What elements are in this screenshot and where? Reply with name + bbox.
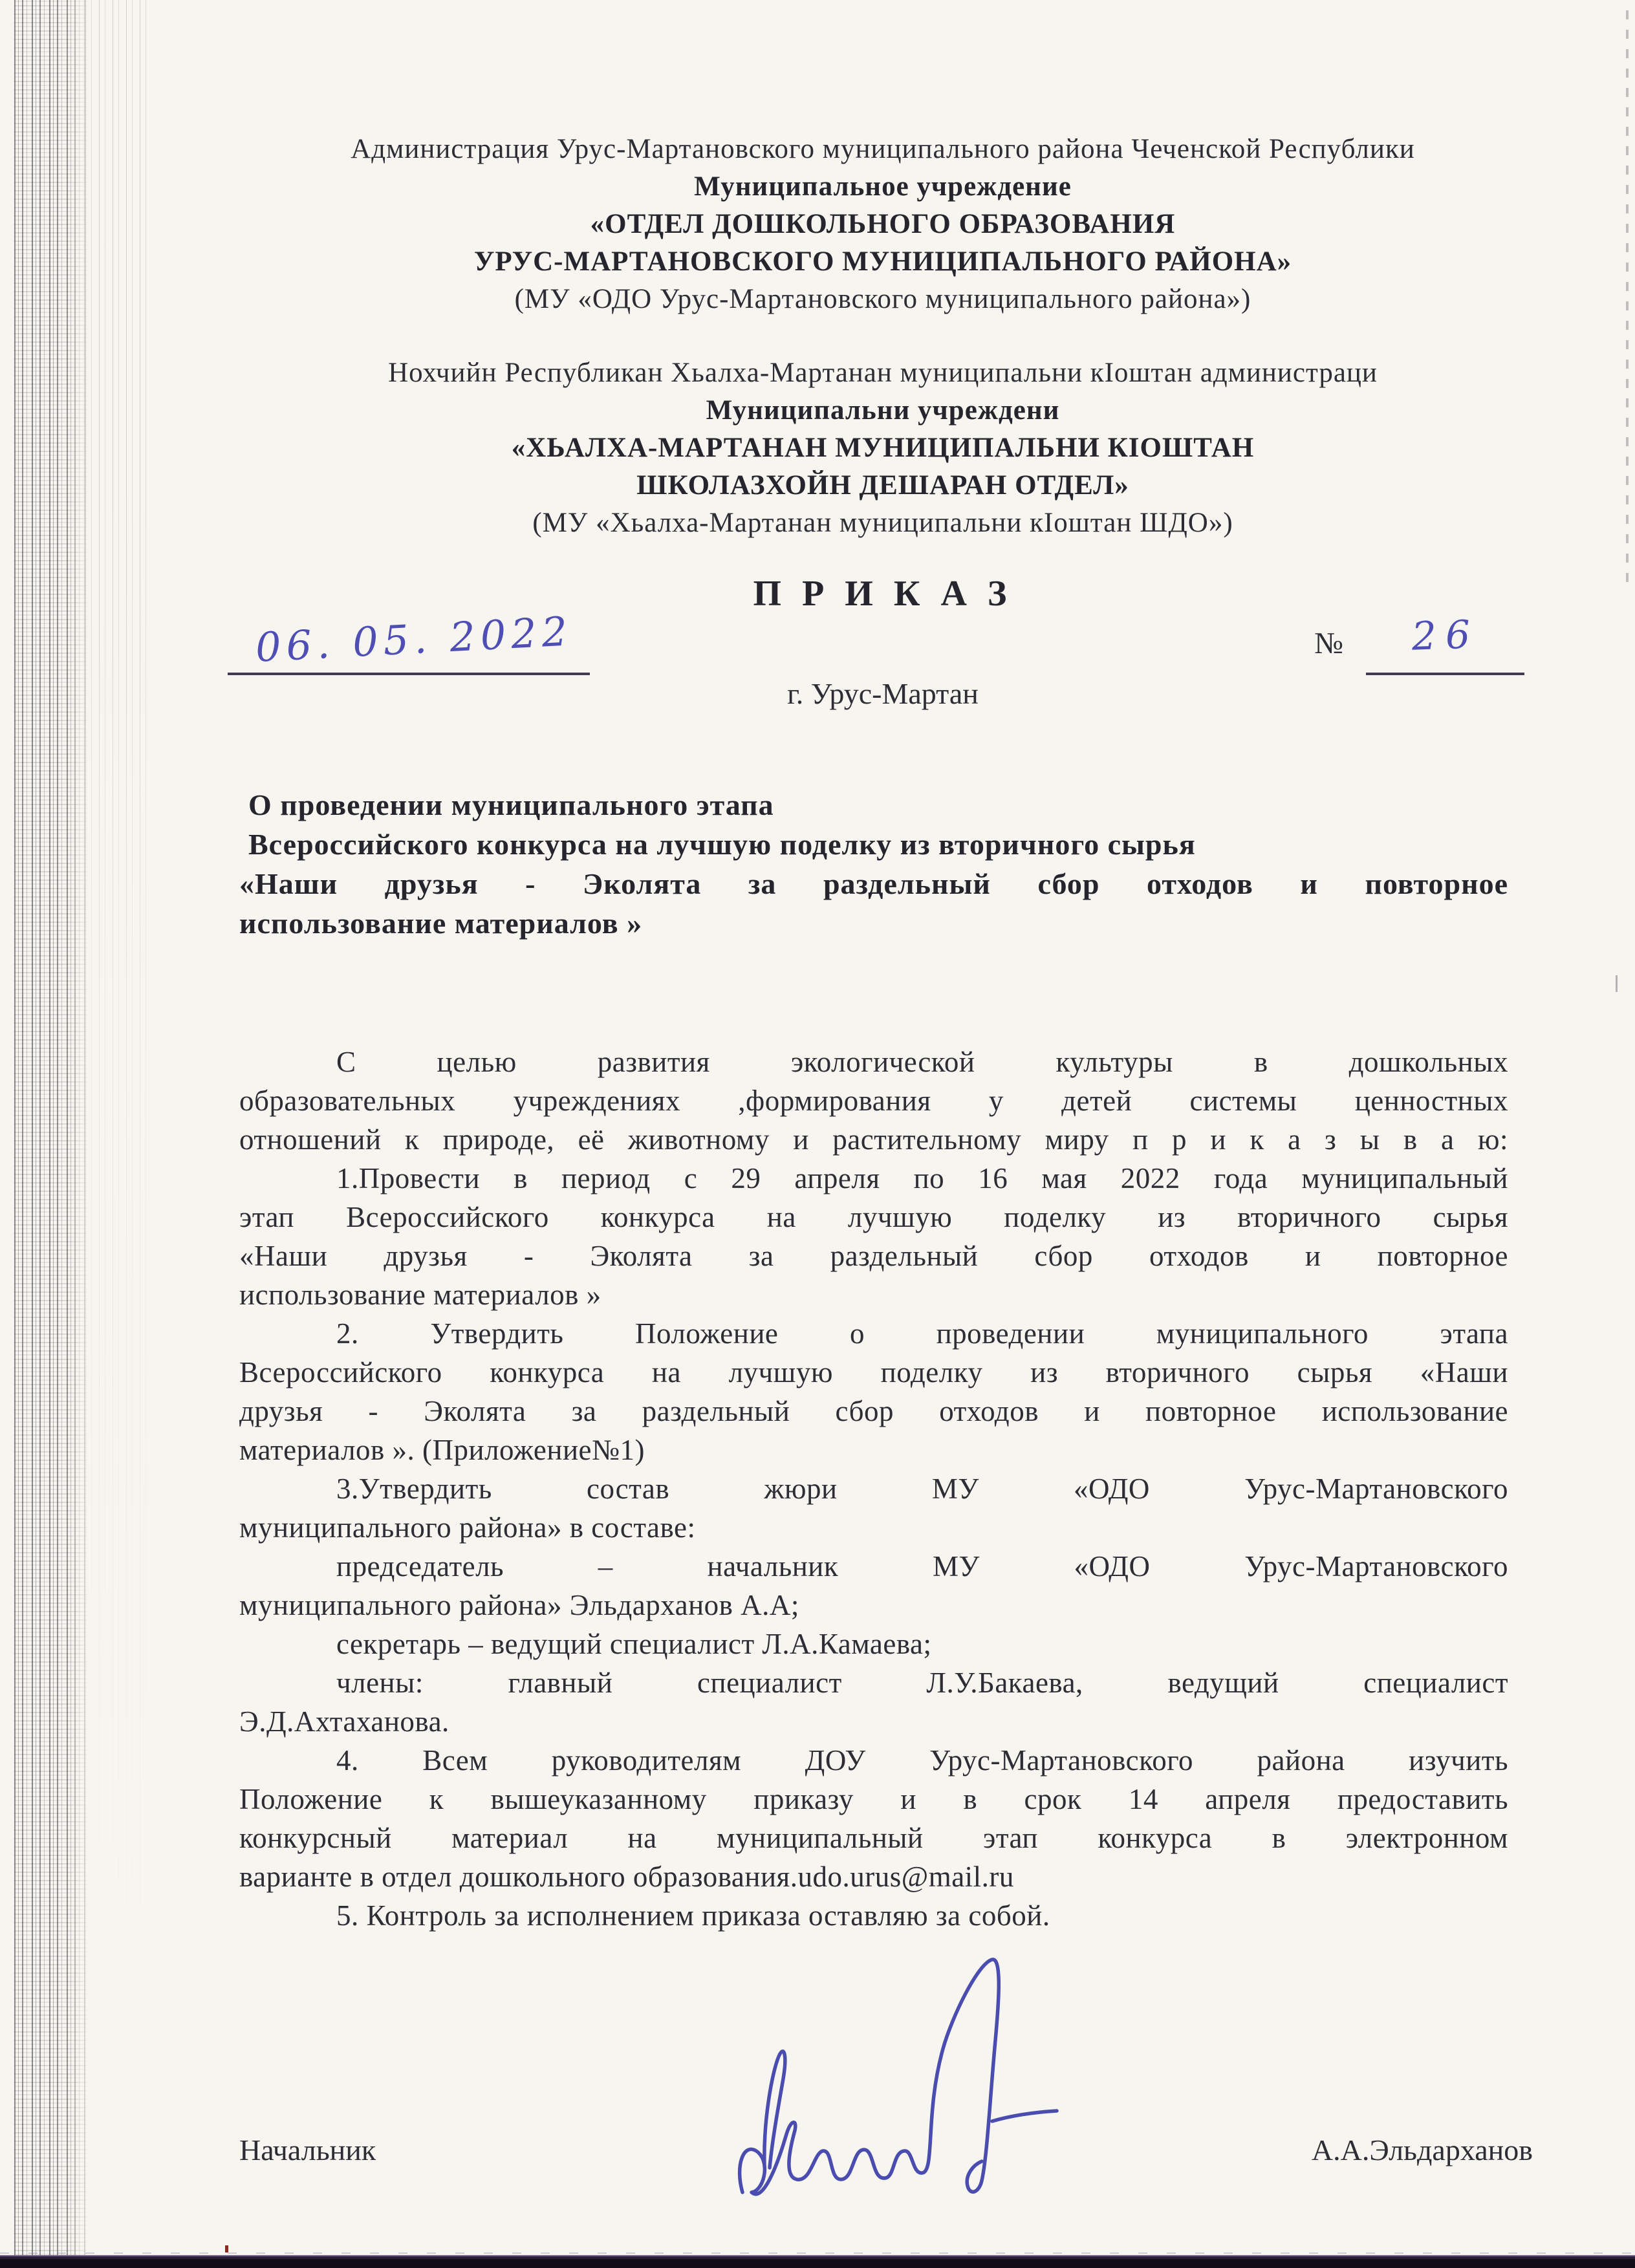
- scan-noise-left-strip: [14, 0, 87, 2268]
- subject-line: использование материалов »: [239, 907, 643, 940]
- handwritten-date: 06. 05. 2022: [254, 607, 574, 671]
- body-line: отношений к природе, её животному и растительному миру п р и к а з ы в а ю:: [239, 1123, 1508, 1156]
- handwritten-order-number: 26: [1411, 612, 1480, 660]
- subject-line: «Наши друзья - Эколята за раздельный сбор отходов и повторное: [239, 867, 1508, 900]
- letterhead-line: УРУС-МАРТАНОВСКОГО МУНИЦИПАЛЬНОГО РАЙОНА»: [473, 246, 1292, 277]
- scan-noise-left-faint: [85, 0, 150, 2212]
- body-line: материалов ». (Приложение№1): [239, 1434, 645, 1466]
- body-line: 2. Утвердить Положение о проведении муниципального этапа: [336, 1317, 1508, 1350]
- subject-line: Всероссийского конкурса на лучшую поделку из вторичного сырья: [248, 828, 1196, 861]
- scan-speck: [1616, 975, 1618, 992]
- city-line: г. Урус-Мартан: [787, 677, 979, 710]
- letterhead-chechen: [129, 354, 1635, 542]
- body-line: С целью развития экологической культуры в дошкольных: [336, 1046, 1508, 1078]
- date-underline: [228, 673, 590, 675]
- number-underline: [1366, 673, 1524, 675]
- body-line: 5. Контроль за исполнением приказа оставляю за собой.: [336, 1899, 1050, 1932]
- letterhead-line: ШКОЛАЗХОЙН ДЕШАРАН ОТДЕЛ»: [636, 470, 1129, 501]
- letterhead-line: (МУ «Хьалха-Мартанан муниципальни кІоштан ШДО»): [532, 508, 1233, 538]
- body-line: варианте в отдел дошкольного образования.udo.urus@mail.ru: [239, 1861, 1014, 1893]
- body-line: члены: главный специалист Л.У.Бакаева, ведущий специалист: [336, 1667, 1508, 1699]
- body-line: муниципального района» в составе:: [239, 1511, 696, 1544]
- body-line: 4. Всем руководителям ДОУ Урус-Мартановского района изучить: [336, 1744, 1508, 1777]
- letterhead-russian: [129, 131, 1635, 318]
- letterhead-line: Муниципальное учреждение: [694, 171, 1072, 202]
- body-line: этап Всероссийского конкурса на лучшую поделку из вторичного сырья: [239, 1201, 1508, 1233]
- order-body: [239, 1042, 1508, 1935]
- body-line: 1.Провести в период с 29 апреля по 16 мая 2022 года муниципальный: [336, 1162, 1508, 1194]
- order-subject: [239, 785, 1508, 943]
- body-line: Положение к вышеуказанному приказу и в срок 14 апреля предоставить: [239, 1783, 1508, 1815]
- scan-noise-bottom-dots: [0, 2252, 1635, 2254]
- subject-line: О проведении муниципального этапа: [248, 788, 774, 821]
- letterhead-line: Нохчийн Республикан Хьалха-Мартанан муниципальни кІоштан администраци: [388, 358, 1378, 388]
- order-title: П Р И К А З: [753, 574, 1013, 614]
- letterhead-line: «ОТДЕЛ ДОШКОЛЬНОГО ОБРАЗОВАНИЯ: [590, 209, 1176, 239]
- body-line: председатель – начальник МУ «ОДО Урус-Мартановского: [336, 1550, 1508, 1582]
- body-line: конкурсный материал на муниципальный этап конкурса в электронном: [239, 1822, 1508, 1854]
- signatory-name: А.А.Эльдарханов: [1311, 2133, 1533, 2166]
- body-line: друзья - Эколята за раздельный сбор отходов и повторное использование: [239, 1395, 1508, 1427]
- body-line: «Наши друзья - Эколята за раздельный сбор отходов и повторное: [239, 1240, 1508, 1272]
- body-line: 3.Утвердить состав жюри МУ «ОДО Урус-Мартановского: [336, 1473, 1508, 1505]
- scan-edge-bottom-strip: [0, 2255, 1635, 2268]
- number-sign: №: [1314, 627, 1343, 660]
- letterhead-line: «ХЬАЛХА-МАРТАНАН МУНИЦИПАЛЬНИ КІОШТАН: [511, 433, 1255, 463]
- body-line: образовательных учреждениях ,формирования у детей системы ценностных: [239, 1085, 1508, 1117]
- signatory-position: Начальник: [239, 2133, 376, 2166]
- body-line: использование материалов »: [239, 1279, 601, 1311]
- body-line: муниципального района» Эльдарханов А.А;: [239, 1589, 799, 1621]
- signature-scribble: [724, 1952, 1099, 2204]
- body-line: секретарь – ведущий специалист Л.А.Камаева;: [336, 1628, 932, 1660]
- letterhead-line: Муниципальни учреждени: [706, 395, 1060, 426]
- letterhead-line: Администрация Урус-Мартановского муниципального района Чеченской Республики: [351, 134, 1415, 164]
- scan-speck-red: [225, 2245, 228, 2252]
- letterhead-line: (МУ «ОДО Урус-Мартановского муниципального района»): [514, 284, 1251, 314]
- body-line: Всероссийского конкурса на лучшую поделку из вторичного сырья «Наши: [239, 1356, 1508, 1388]
- body-line: Э.Д.Ахтаханова.: [239, 1705, 449, 1738]
